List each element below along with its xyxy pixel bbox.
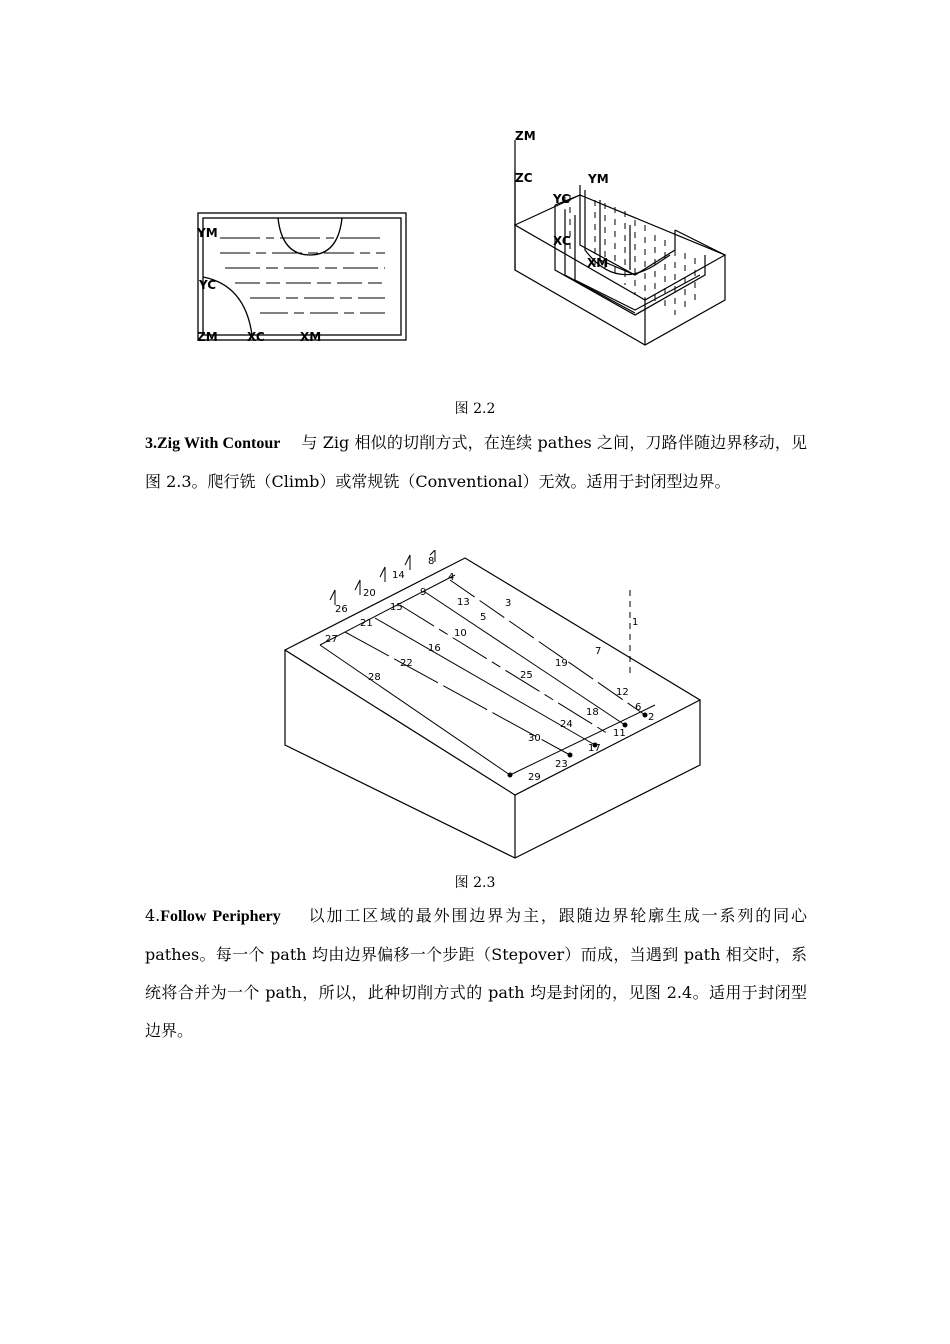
path-number-7: 7 [595, 646, 602, 657]
section-3-title: 3.Zig With Contour [145, 435, 281, 452]
figure-2-2-left-view [190, 205, 415, 350]
section-3-text: 与 Zig 相似的切削方式，在连续 pathes 之间，刀路伴随边界移动，见图 2.3。爬行铣（Climb）或常规铣（Conventional）无效。适用于封闭型边界。 [145, 433, 807, 491]
section-4-number: 4. [145, 906, 161, 925]
path-number-22: 22 [400, 658, 413, 669]
path-number-27: 27 [325, 634, 338, 645]
path-number-29: 29 [528, 772, 541, 783]
figure-2-3-caption: 图 2.3 [454, 875, 496, 891]
path-number-14: 14 [392, 570, 405, 581]
path-number-16: 16 [428, 643, 441, 654]
path-number-26: 26 [335, 604, 348, 615]
path-number-2: 2 [648, 712, 655, 723]
path-number-11: 11 [613, 728, 626, 739]
path-number-9: 9 [420, 587, 427, 598]
path-number-1: 1 [632, 617, 639, 628]
path-number-13: 13 [457, 597, 470, 608]
label-xm: XM [587, 256, 609, 270]
path-number-19: 19 [555, 658, 568, 669]
path-number-12: 12 [616, 687, 629, 698]
label-yc: YC [553, 192, 571, 206]
path-number-8: 8 [428, 556, 435, 567]
path-number-28: 28 [368, 672, 381, 683]
path-number-4: 4 [448, 572, 455, 583]
path-number-15: 15 [390, 602, 403, 613]
path-number-21: 21 [360, 618, 373, 629]
label-xc: XC [247, 330, 265, 344]
figure-2-2-right-view [505, 125, 735, 355]
path-number-10: 10 [454, 628, 467, 639]
figure-2-3-diagram [280, 550, 710, 865]
label-yc: YC [199, 278, 217, 292]
path-number-5: 5 [480, 612, 487, 623]
path-number-24: 24 [560, 719, 573, 730]
label-ym: YM [588, 172, 609, 186]
section-3-paragraph [145, 424, 807, 501]
section-4-paragraph [145, 897, 807, 1050]
path-number-17: 17 [588, 743, 601, 754]
label-xc: XC [553, 234, 571, 248]
path-number-6: 6 [635, 702, 642, 713]
figure-2-2-caption: 图 2.2 [454, 401, 496, 417]
path-number-3: 3 [505, 598, 512, 609]
section-4-text: 以加工区域的最外围边界为主，跟随边界轮廓生成一系列的同心 pathes。每一个 path 均由边界偏移一个步距（Stepover）而成，当遇到 path 相交时，系统将合并为一个 path，所以，此种切削方式的 path 均是封闭的，见图 2.4。适用于封闭型边界。 [145, 906, 807, 1040]
path-number-30: 30 [528, 733, 541, 744]
label-ym: YM [197, 226, 218, 240]
path-number-23: 23 [555, 759, 568, 770]
path-number-25: 25 [520, 670, 533, 681]
label-zc: ZC [515, 171, 533, 185]
path-number-18: 18 [586, 707, 599, 718]
label-zm: ZM [197, 330, 218, 344]
label-zm: ZM [515, 129, 536, 143]
label-xm: XM [300, 330, 322, 344]
section-4-title: Follow Periphery [160, 908, 281, 925]
path-number-20: 20 [363, 588, 376, 599]
